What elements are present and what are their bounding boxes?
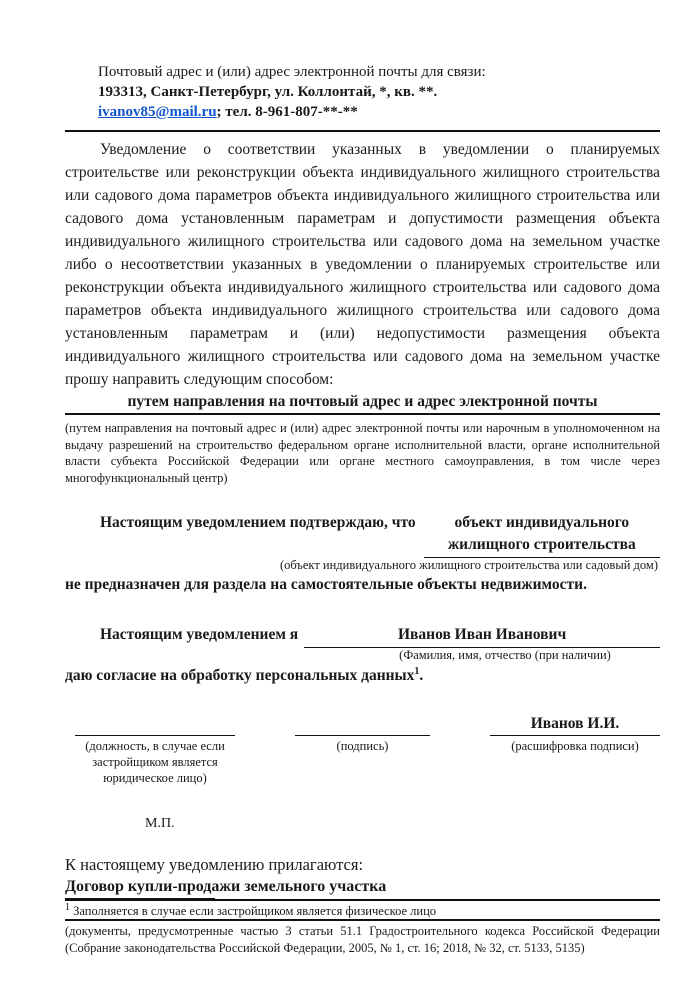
- object-type-line2: жилищного строительства: [424, 534, 660, 558]
- consent-statement-text: даю согласие на обработку персональных данных: [65, 667, 415, 684]
- delivery-method-line: [65, 413, 660, 415]
- applicant-name-field: Иванов Иван Иванович: [304, 624, 660, 648]
- confirmation-row: [65, 512, 660, 558]
- consent-statement: [65, 665, 660, 687]
- confirmation-lead: Настоящим уведомлением подтверждаю, что: [100, 514, 416, 531]
- footnote-text: Заполняется в случае если застройщиком является физическое лицо: [73, 904, 437, 918]
- phone-number: ; тел. 8-961-807-**-**: [216, 104, 358, 120]
- object-type-field: [424, 512, 660, 558]
- object-type-line1: объект индивидуального: [454, 514, 630, 531]
- signature-column: [295, 713, 430, 786]
- signature-hint: (подпись): [336, 739, 389, 753]
- footnote-reference: 1: [414, 665, 420, 677]
- attachments-lead: К настоящему уведомлению прилагаются:: [65, 855, 364, 874]
- signature-name-value: Иванов И.И.: [490, 713, 660, 736]
- stamp-place-label: М.П.: [145, 816, 175, 831]
- consent-row: [65, 624, 660, 648]
- header-divider: [65, 130, 660, 132]
- footnote-number: 1: [65, 901, 70, 913]
- postal-address: 193313, Санкт-Петербург, ул. Коллонтай, *, кв. **.: [98, 84, 438, 100]
- consent-statement-period: .: [419, 667, 424, 684]
- attachment-item: Договор купли-продажи земельного участка: [65, 876, 660, 901]
- footnote-block: [65, 898, 660, 919]
- name-column: [490, 713, 660, 786]
- email-phone-line: [98, 102, 660, 122]
- signature-name-hint: (расшифровка подписи): [511, 739, 639, 753]
- object-type-hint: (объект индивидуального жилищного строительства или садовый дом): [279, 558, 658, 572]
- position-signature-line[interactable]: [75, 713, 235, 736]
- notice-paragraph: Уведомление о соответствии указанных в уведомлении о планируемых строительстве или реконструкции объекта индивидуального жилищного строительства или садового дома параметров объекта индивидуального жилищного строительства или садового дома установленным параметрам и допустимости размещения объекта индивидуального жилищного строительства или садового дома на земельном участке либо о несоответствии указанных в уведомлении о планируемых строительстве или реконструкции объекта индивидуального жилищного строительства или садового дома параметров объекта индивидуального жилищного строительства или садового дома установленным параметрам и (или) недопустимости размещения объекта индивидуального жилищного строительства или садового дома на земельном участке прошу направить следующим способом:: [65, 141, 660, 388]
- attachments-divider: [65, 919, 660, 921]
- position-hint: (должность, в случае если застройщиком является юридическое лицо): [85, 739, 225, 785]
- signature-block: [65, 713, 660, 786]
- email-link[interactable]: ivanov85@mail.ru: [98, 104, 217, 120]
- footnote-divider: [65, 898, 215, 899]
- consent-lead: Настоящим уведомлением я: [100, 626, 299, 643]
- contact-block: [98, 62, 660, 122]
- position-column: [75, 713, 235, 786]
- confirmation-statement: не предназначен для раздела на самостоятельные объекты недвижимости.: [65, 576, 587, 593]
- contact-label: Почтовый адрес и (или) адрес электронной почты для связи:: [98, 64, 486, 80]
- footnote: [65, 903, 660, 919]
- delivery-method-hint: (путем направления на почтовый адрес и (или) адрес электронной почты или нарочным в уполномоченном на выдачу разрешений на строительство федеральном органе исполнительной власти, органе исполнительной власти субъекта Российской Федерации или органе местного самоуправления, в том числе через многофункциональный центр): [65, 421, 660, 485]
- applicant-name-hint: (Фамилия, имя, отчество (при наличии): [399, 648, 611, 662]
- attachments-hint: (документы, предусмотренные частью 3 статьи 51.1 Градостроительного кодекса Российской Федерации (Собрание законодательства Российской Федерации, 2005, № 1, ст. 16; 2018, № 32, ст. 5133, 5135): [65, 924, 660, 955]
- signature-line[interactable]: [295, 713, 430, 736]
- delivery-method-value: путем направления на почтовый адрес и адрес электронной почты: [127, 393, 598, 410]
